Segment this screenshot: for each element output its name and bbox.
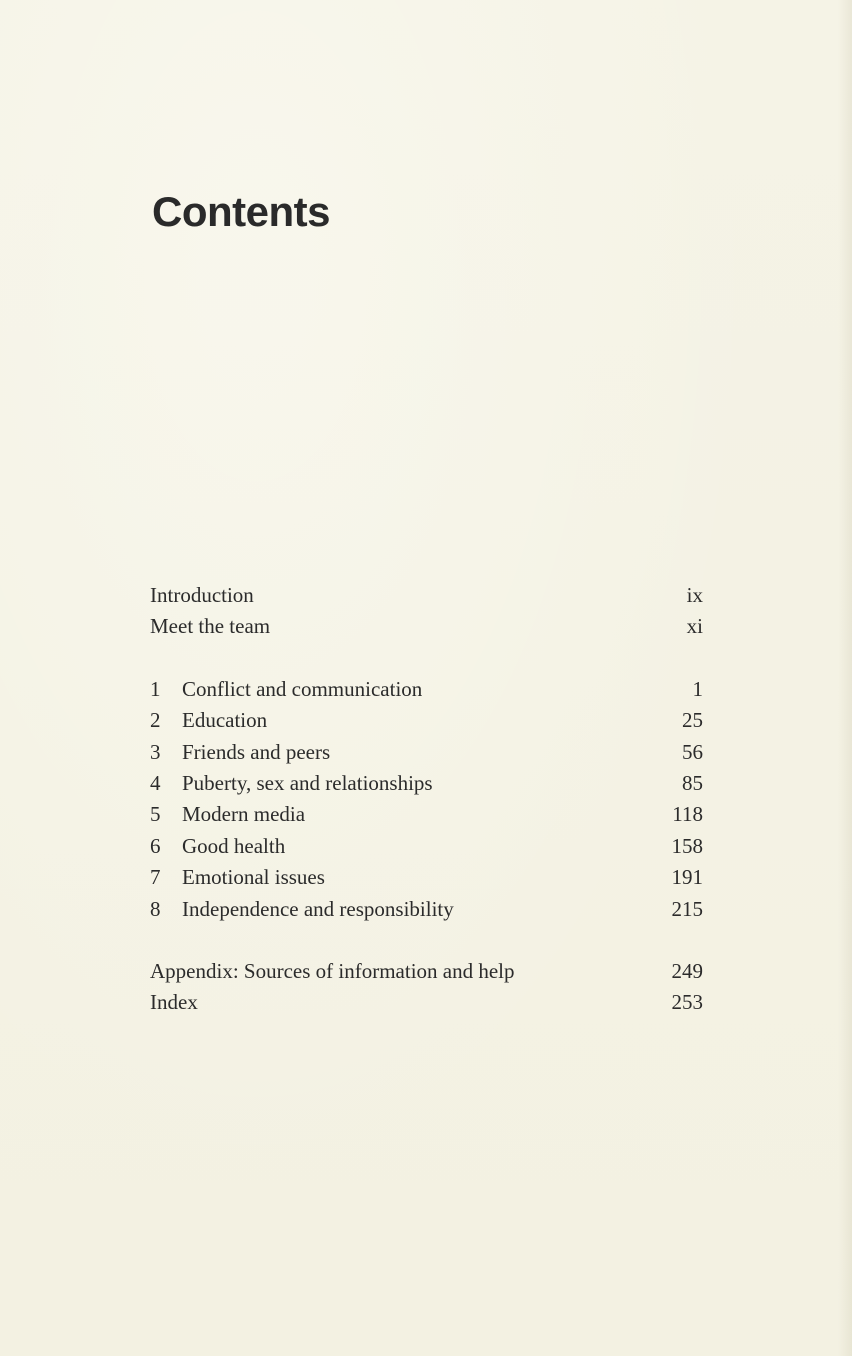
chapter-number: 2 (150, 708, 161, 733)
page-title: Contents (152, 188, 330, 235)
page-edge-shadow (838, 0, 852, 1356)
chapter-number: 6 (150, 833, 161, 858)
chapter-page: 25 (682, 708, 703, 733)
chapter-number: 3 (150, 739, 161, 764)
chapter-title: Independence and responsibility (182, 896, 454, 921)
chapter-page: 191 (671, 865, 703, 890)
chapter-number: 4 (150, 770, 161, 795)
toc-chapter-8 (150, 894, 703, 925)
toc-entry-page: 249 (671, 958, 703, 983)
toc-section-gap (150, 925, 703, 956)
toc-chapter-3 (150, 737, 703, 768)
chapter-title: Puberty, sex and relationships (182, 770, 433, 795)
toc-chapter-7 (150, 862, 703, 893)
chapter-number: 8 (150, 896, 161, 921)
toc-entry-page: 253 (671, 990, 703, 1015)
toc-chapter-4 (150, 768, 703, 799)
chapter-number: 7 (150, 865, 161, 890)
chapter-page: 85 (682, 770, 703, 795)
toc-chapter-2 (150, 705, 703, 736)
toc-chapter-1 (150, 674, 703, 705)
chapter-number: 5 (150, 802, 161, 827)
chapter-title: Education (182, 708, 268, 733)
toc-entry-page: xi (686, 614, 703, 639)
chapter-page: 56 (682, 739, 703, 764)
chapter-page: 1 (692, 676, 703, 701)
toc-entry-page: ix (686, 583, 703, 607)
toc-chapter-5 (150, 799, 703, 830)
table-of-contents (150, 580, 703, 1019)
toc-entry-title: Index (150, 990, 198, 1015)
chapter-page: 215 (671, 896, 703, 921)
toc-entry-introduction (150, 580, 703, 611)
chapter-title: Conflict and communication (182, 676, 423, 701)
chapter-title: Good health (182, 833, 286, 858)
toc-entry-title: Appendix: Sources of information and help (150, 958, 515, 983)
toc-entry-appendix (150, 956, 703, 987)
chapter-page: 118 (672, 802, 703, 827)
toc-chapter-6 (150, 831, 703, 862)
chapter-title: Emotional issues (182, 865, 325, 890)
toc-entry-title: Meet the team (150, 614, 271, 639)
toc-entry-index (150, 987, 703, 1018)
toc-section-gap (150, 643, 703, 674)
toc-entry-title: Introduction (150, 583, 254, 607)
toc-entry-meet-the-team (150, 611, 703, 642)
chapter-title: Friends and peers (182, 739, 331, 764)
chapter-number: 1 (150, 676, 161, 701)
chapter-page: 158 (671, 833, 703, 858)
chapter-title: Modern media (182, 802, 306, 827)
